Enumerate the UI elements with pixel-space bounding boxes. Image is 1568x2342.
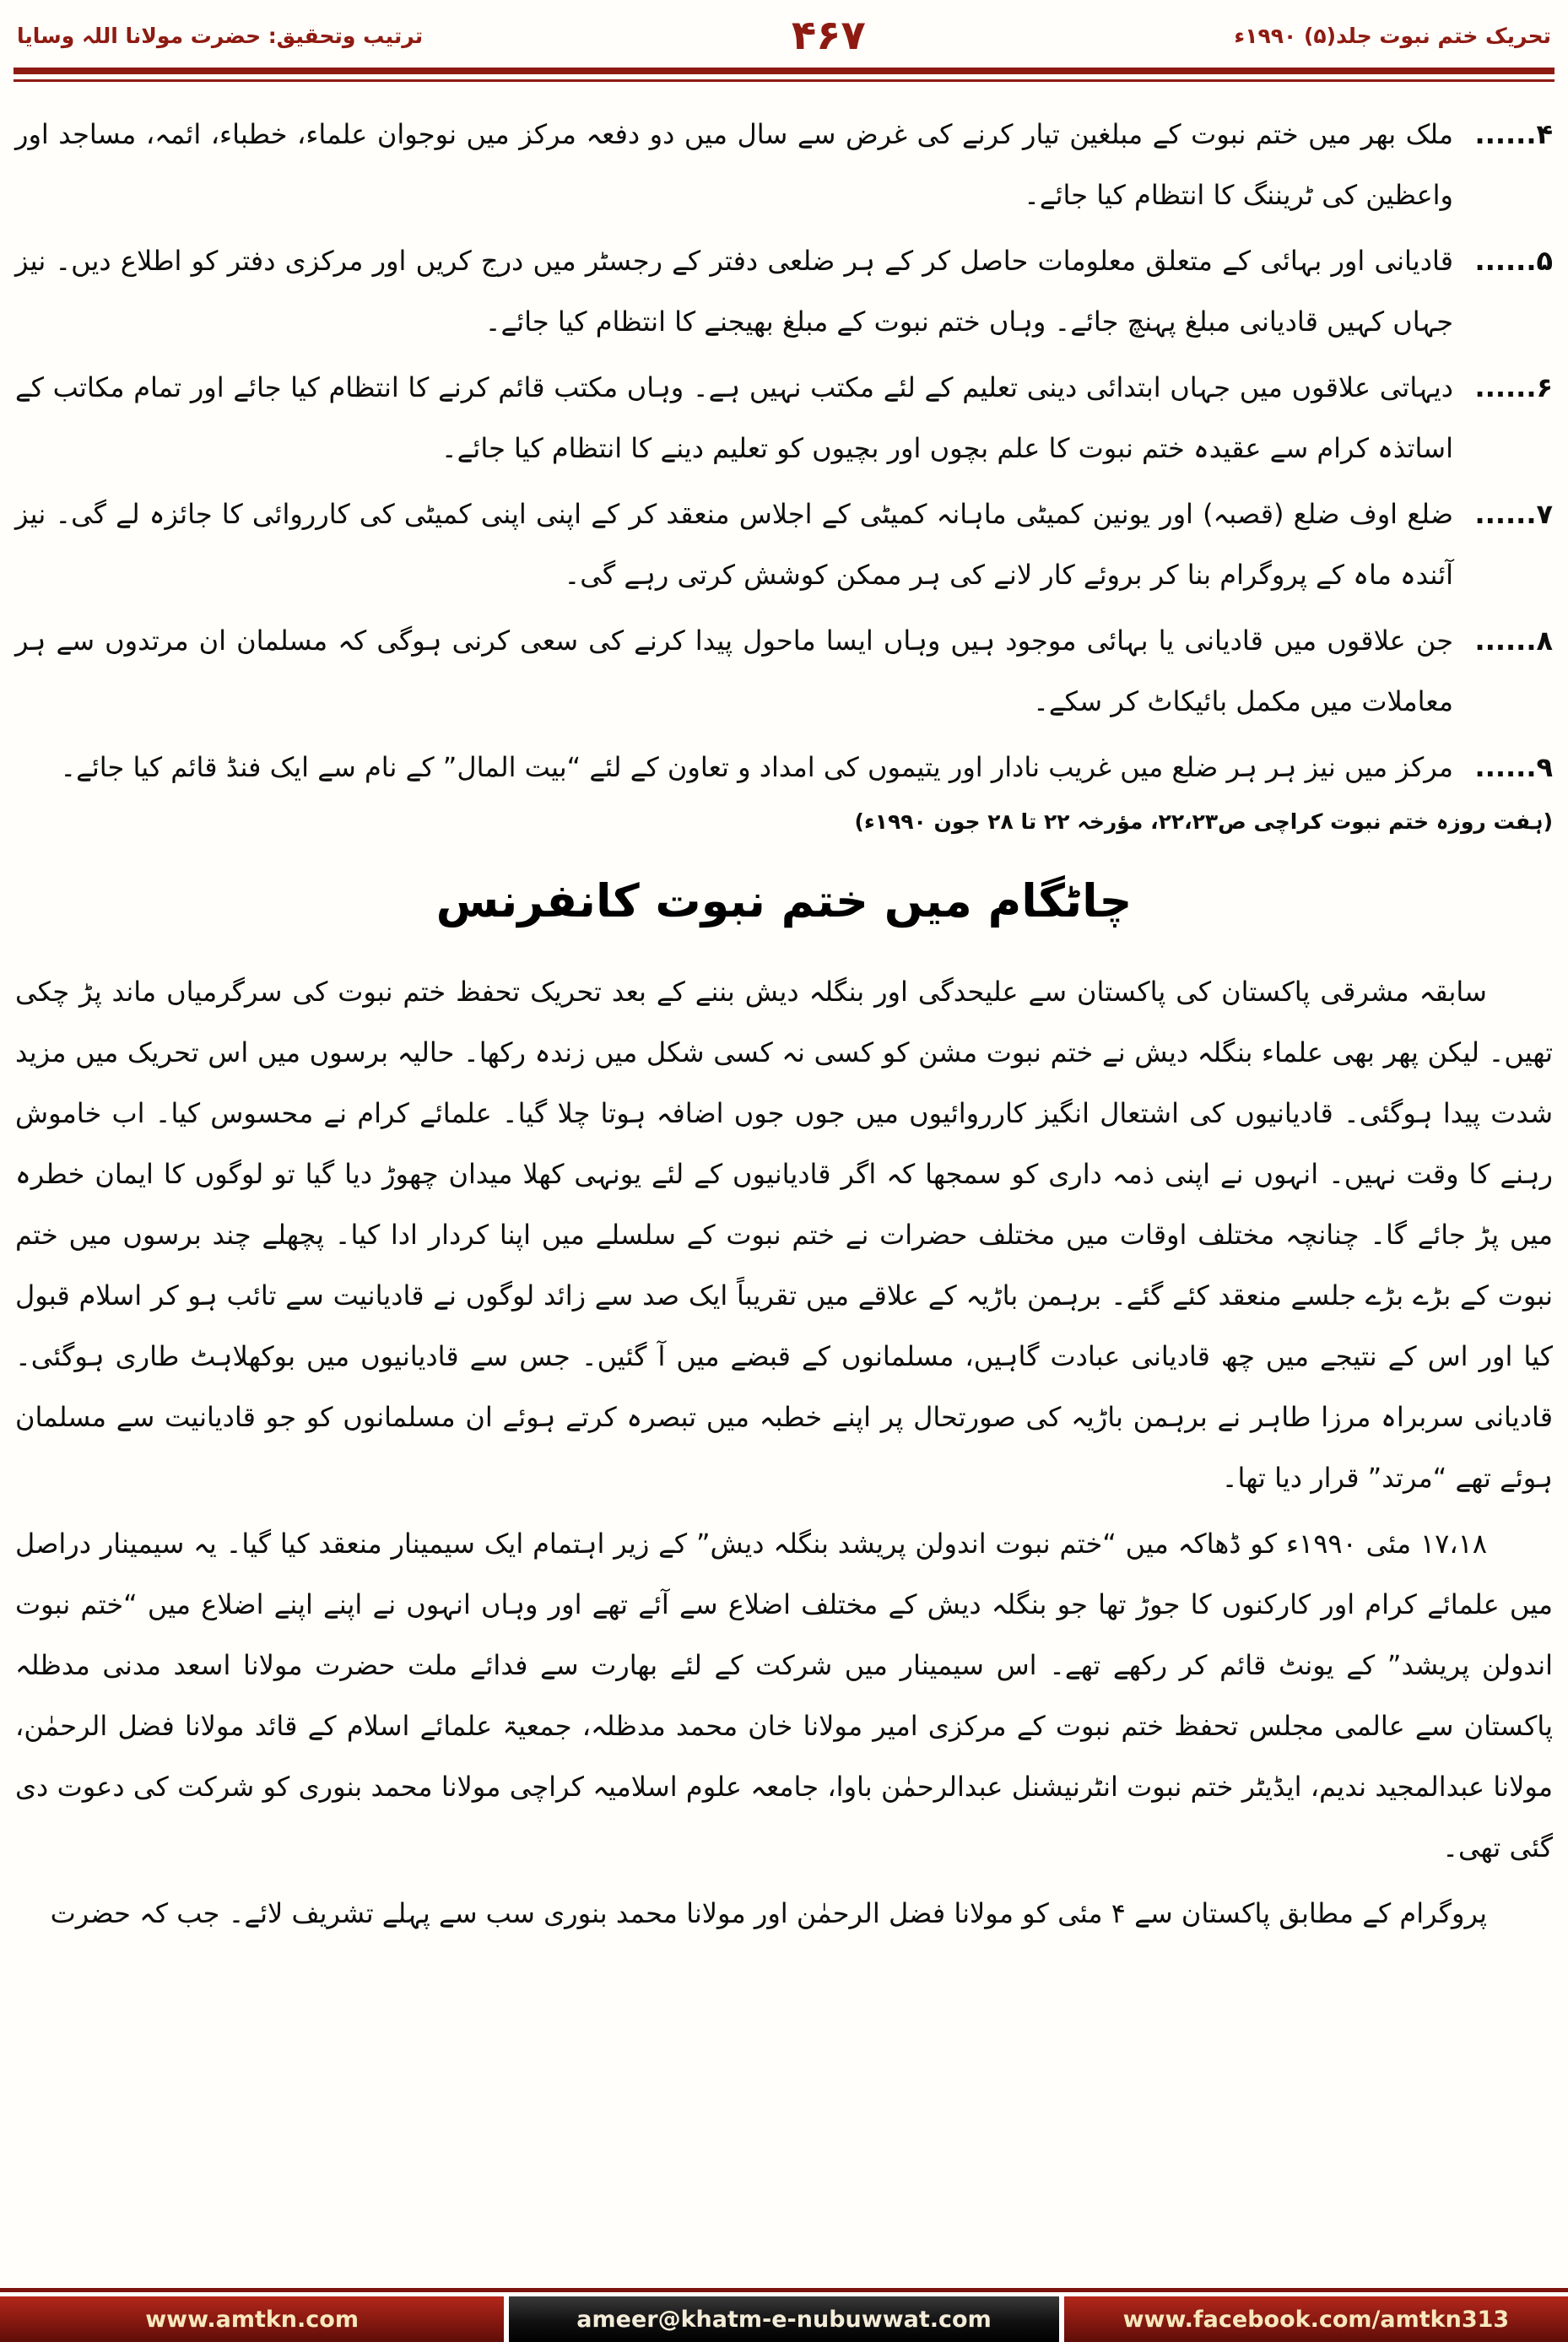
list-item-9 (15, 737, 1553, 798)
item-dots-leader: ...... (1474, 751, 1537, 783)
paragraph-1: سابقہ مشرقی پاکستان کی پاکستان سے علیحدگی اور بنگلہ دیش بننے کے بعد تحریک تحفظ ختم نبوت کی سرگرمیاں ماند پڑ چکی تھیں۔ لیکن پھر بھی علماء بنگلہ دیش نے ختم نبوت مشن کو کسی نہ کسی شکل میں زندہ رکھا۔ حالیہ برسوں میں اس تحریک میں مزید شدت پیدا ہوگئی۔ قادیانیوں کی اشتعال انگیز کارروائیوں میں جوں جوں اضافہ ہوتا چلا گیا۔ علمائے کرام نے محسوس کیا۔ اب خاموش رہنے کا وقت نہیں۔ انہوں نے اپنی ذمہ داری کو سمجھا کہ اگر قادیانیوں کے لئے یونہی کھلا میدان چھوڑ دیا گیا تو لوگوں کا ایمان خطرہ میں پڑ جائے گا۔ چنانچہ مختلف اوقات میں مختلف حضرات نے ختم نبوت کے سلسلے میں اپنا کردار ادا کیا۔ پچھلے چند برسوں میں ختم نبوت کے بڑے بڑے جلسے منعقد کئے گئے۔ برہمن باڑیہ کے علاقے میں تقریباً ایک صد سے زائد لوگوں نے قادیانیت سے تائب ہو کر اسلام قبول کیا اور اس کے نتیجے میں چھ قادیانی عبادت گاہیں، مسلمانوں کے قبضے میں آ گئیں۔ جس سے قادیانیوں میں بوکھلاہٹ طاری ہوگئی۔ قادیانی سربراہ مرزا طاہر نے برہمن باڑیہ کی صورتحال پر اپنے خطبہ میں تبصرہ کرتے ہوئے ان مسلمانوں کو جو قادیانیت سے مسلمان ہوئے تھے “مرتد” قرار دیا تھا۔ (15, 976, 1553, 1494)
divider-thick-line (14, 68, 1554, 74)
item-dots-leader: ...... (1474, 625, 1537, 657)
footer-website-left (0, 2296, 504, 2342)
list-item-4 (15, 104, 1553, 225)
paragraph-3: پروگرام کے مطابق پاکستان سے ۴ مئی کو مولانا فضل الرحمٰن اور مولانا محمد بنوری سب سے پہلے تشریف لائے۔ جب کہ حضرت (50, 1897, 1487, 1929)
footer-facebook-link (1064, 2296, 1568, 2342)
item-number (1453, 104, 1553, 225)
item-number (1453, 357, 1553, 479)
item-number (1453, 484, 1553, 605)
item-text: مرکز میں نیز ہر ہر ضلع میں غریب نادار اور یتیموں کی امداد و تعاون کے لئے “بیت المال” کے نام سے ایک فنڈ قائم کیا جائے۔ (60, 751, 1453, 783)
page-number: ۴۶۷ (791, 12, 866, 59)
item-number (1453, 610, 1553, 732)
page-header (0, 0, 1568, 59)
footer-bars (0, 2296, 1568, 2342)
item-dots-leader: ...... (1474, 371, 1537, 403)
header-editor-credit: ترتیب وتحقیق: حضرت مولانا اللہ وسایا (17, 23, 424, 48)
item-number-value: ۸ (1536, 625, 1553, 657)
item-dots-leader: ...... (1474, 498, 1537, 530)
list-item-6 (15, 357, 1553, 479)
item-number (1453, 737, 1553, 798)
section-heading: چاٹگام میں ختم نبوت کانفرنس (435, 874, 1133, 928)
item-dots-leader: ...... (1474, 118, 1537, 150)
list-item-5 (15, 230, 1553, 352)
item-number-value: ۹ (1536, 751, 1553, 783)
source-reference-line: (ہفت روزہ ختم نبوت کراچی ص۲۲،۲۳، مؤرخہ ۲۲ تا ۲۸ جون ۱۹۹۰ء) (854, 809, 1553, 834)
footer-divider-line (0, 2288, 1568, 2292)
item-dots-leader: ...... (1474, 245, 1537, 277)
item-number-value: ۷ (1536, 498, 1553, 530)
item-number-value: ۵ (1536, 245, 1553, 277)
header-divider (14, 68, 1554, 82)
footer-email-text: ameer@khatm-e-nubuwwat.com (576, 2306, 992, 2333)
header-book-title: تحریک ختم نبوت جلد(۵) ۱۹۹۰ء (1234, 23, 1551, 48)
item-number (1453, 230, 1553, 352)
item-text: جن علاقوں میں قادیانی یا بہائی موجود ہیں وہاں ایسا ماحول پیدا کرنے کی سعی کرنی ہوگی کہ مسلمان ان مرتدوں سے ہر معاملات میں مکمل بائیکاٹ کر سکے۔ (15, 625, 1453, 717)
page-body (0, 82, 1568, 1944)
paragraph-2: ۱۷،۱۸ مئی ۱۹۹۰ء کو ڈھاکہ میں “ختم نبوت اندولن پریشد بنگلہ دیش” کے زیر اہتمام ایک سیمینار منعقد کیا گیا۔ یہ سیمینار دراصل میں علمائے کرام اور کارکنوں کا جوڑ تھا جو بنگلہ دیش کے مختلف اضلاع سے آئے تھے اور وہاں انہوں نے اپنے اپنے اضلاع میں “ختم نبوت اندولن پریشد” کے یونٹ قائم کر رکھے تھے۔ اس سیمینار میں شرکت کے لئے بھارت سے فدائے ملت حضرت مولانا اسعد مدنی مدظلہ پاکستان سے عالمی مجلس تحفظ ختم نبوت کے مرکزی امیر مولانا خان محمد مدظلہ، جمعیۃ علمائے اسلام کے قائد مولانا فضل الرحمٰن، مولانا عبدالمجید ندیم، ایڈیٹر ختم نبوت انٹرنیشنل عبدالرحمٰن باوا، جامعہ علوم اسلامیہ کراچی مولانا محمد بنوری کو شرکت کی دعوت دی گئی تھی۔ (15, 1528, 1553, 1863)
item-text: ملک بھر میں ختم نبوت کے مبلغین تیار کرنے کی غرض سے سال میں دو دفعہ مرکز میں نوجوان علماء، خطباء، ائمہ، مساجد اور واعظین کی ٹریننگ کا انتظام کیا جائے۔ (15, 118, 1453, 211)
item-text: ضلع اوف ضلع (قصبہ) اور یونین کمیٹی ماہانہ کمیٹی کے اجلاس منعقد کر کے اپنی اپنی کمیٹی کی کارروائی کا جائزہ لے گی۔ نیز آئندہ ماہ کے پروگرام بنا کر بروئے کار لانے کی ہر ممکن کوشش کرتی رہے گی۔ (15, 498, 1453, 591)
footer-facebook-text: www.facebook.com/amtkn313 (1122, 2306, 1510, 2333)
list-item-7 (15, 484, 1553, 605)
item-number-value: ۶ (1536, 371, 1553, 403)
item-text: دیہاتی علاقوں میں جہاں ابتدائی دینی تعلیم کے لئے مکتب نہیں ہے۔ وہاں مکتب قائم کرنے کا انتظام کیا جائے اور تمام مکاتب کے اساتذہ کرام سے عقیدہ ختم نبوت کا علم بچوں اور بچیوں کو تعلیم دینے کا انتظام کیا جائے۔ (15, 371, 1453, 464)
footer-email (509, 2296, 1059, 2342)
footer-website-left-text: www.amtkn.com (145, 2306, 359, 2333)
item-number-value: ۴ (1536, 118, 1553, 150)
page-footer (0, 2288, 1568, 2342)
list-item-8 (15, 610, 1553, 732)
item-text: قادیانی اور بہائی کے متعلق معلومات حاصل کر کے ہر ضلعی دفتر کے رجسٹر میں درج کریں اور مرکزی دفتر کو اطلاع دیں۔ نیز جہاں کہیں قادیانی مبلغ پہنچ جائے۔ وہاں ختم نبوت کے مبلغ بھیجنے کا انتظام کیا جائے۔ (15, 245, 1453, 338)
